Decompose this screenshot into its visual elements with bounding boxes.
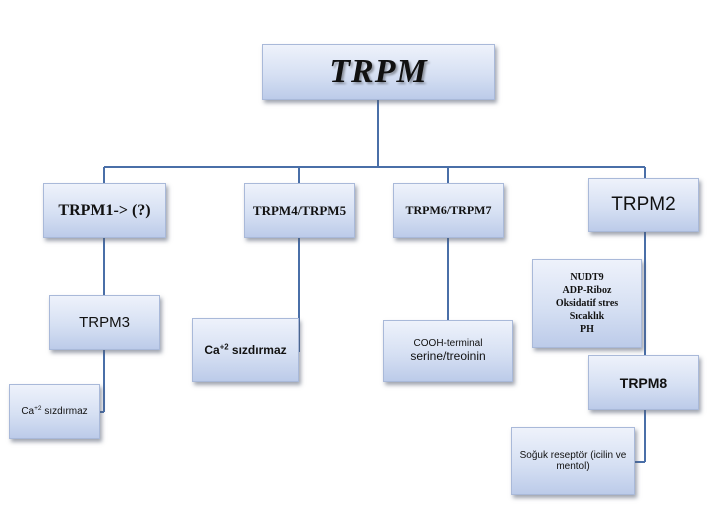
node-trpm3-leak [9, 384, 100, 439]
node-trpm1-label: TRPM1-> (?) [58, 201, 151, 219]
activator-item: Sıcaklık [569, 311, 605, 322]
trpm3-leak-label: $Ca^{+2}$ sızdırmaz [21, 405, 88, 417]
node-trpm4-5-leak [192, 318, 299, 382]
node-trpm2-activators [532, 259, 642, 348]
node-trpm4-5-label: TRPM4/TRPM5 [252, 202, 347, 218]
node-trpm2-label: TRPM2 [611, 194, 676, 215]
node-trpm6-7-detail [383, 320, 513, 382]
trpm2-activator-list [556, 271, 618, 336]
activator-item: NUDT9 [570, 272, 604, 283]
node-trpm6-7 [393, 183, 504, 238]
trpm6-7-detail-text: COOH-terminal serine/treoinin [410, 338, 486, 363]
node-trpm2 [588, 178, 699, 232]
root-label: TRPM [329, 53, 428, 90]
trpm4-5-leak-label: $Ca^{+2}$ sızdırmaz [204, 342, 287, 357]
node-trpm4-5 [244, 183, 355, 238]
activator-item: PH [580, 324, 594, 335]
trpm8-detail-text: Soğuk reseptör (icilin ve mentol) [519, 449, 627, 472]
node-trpm8 [588, 355, 699, 410]
node-trpm1 [43, 183, 166, 238]
root-node [262, 44, 495, 100]
node-trpm8-detail [511, 427, 635, 495]
node-trpm3 [49, 295, 160, 350]
node-trpm3-label: TRPM3 [79, 314, 130, 331]
node-trpm6-7-label: TRPM6/TRPM7 [405, 203, 492, 217]
activator-item: Oksidatif stres [555, 298, 619, 309]
node-trpm8-label: TRPM8 [619, 374, 668, 391]
activator-item: ADP-Riboz [562, 285, 612, 296]
